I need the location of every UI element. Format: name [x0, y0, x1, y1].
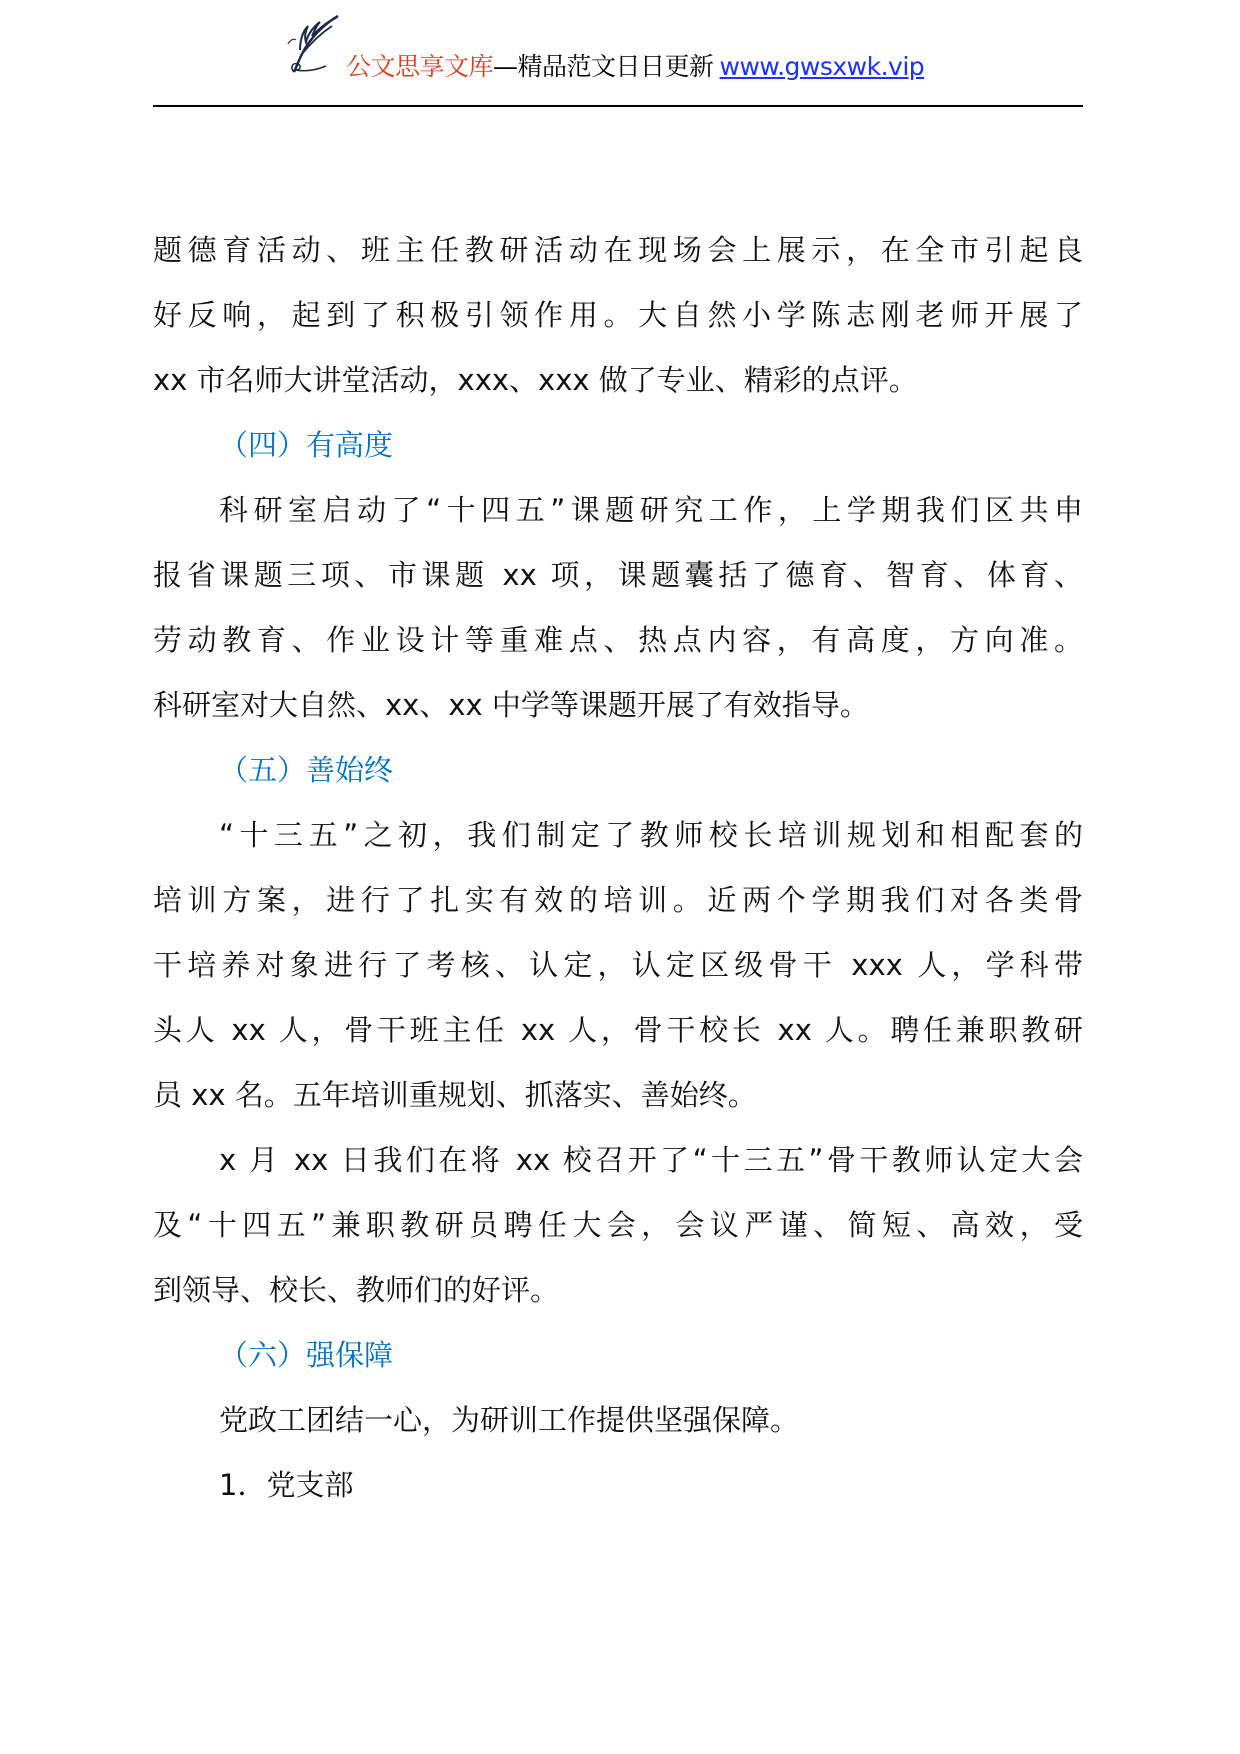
- text-line: 劳动教育、作业设计等重难点、热点内容，有高度，方向准。: [153, 623, 1083, 657]
- header-banner: [346, 50, 924, 84]
- text-line: 员 xx 名。五年培训重规划、抓落实、善始终。: [153, 1078, 757, 1112]
- section-heading-5: （五）善始终: [219, 753, 394, 787]
- page-header: [0, 0, 1240, 110]
- section-heading-6: （六）强保障: [219, 1338, 394, 1372]
- quill-pen-icon: [280, 14, 344, 76]
- text-line: x 月 xx 日我们在将 xx 校召开了“十三五”骨干教师认定大会: [219, 1143, 1083, 1177]
- brand-name: 公文思享文库: [346, 52, 494, 81]
- text-line: 题德育活动、班主任教研活动在现场会上展示，在全市引起良: [153, 233, 1083, 267]
- subheading-party-branch: 1．党支部: [219, 1468, 354, 1502]
- text-line: 及“十四五”兼职教研员聘任大会，会议严谨、简短、高效，受: [153, 1208, 1083, 1242]
- text-line: 党政工团结一心，为研训工作提供坚强保障。: [219, 1403, 800, 1437]
- text-line: 到领导、校长、教师们的好评。: [153, 1273, 560, 1307]
- text-line: xx 市名师大讲堂活动，xxx、xxx 做了专业、精彩的点评。: [153, 363, 918, 397]
- text-line: “十三五”之初，我们制定了教师校长培训规划和相配套的: [219, 818, 1083, 852]
- text-line: 头人 xx 人，骨干班主任 xx 人，骨干校长 xx 人。聘任兼职教研: [153, 1013, 1083, 1047]
- header-divider: [153, 105, 1083, 107]
- document-body: [153, 218, 1083, 1518]
- section-heading-4: （四）有高度: [219, 428, 394, 462]
- text-line: 科研室对大自然、xx、xx 中学等课题开展了有效指导。: [153, 688, 869, 722]
- site-link[interactable]: www.gwsxwk.vip: [719, 52, 925, 81]
- section-4-paragraph: [153, 478, 1083, 738]
- text-line: 科研室启动了“十四五”课题研究工作，上学期我们区共申: [219, 493, 1083, 527]
- text-line: 干培养对象进行了考核、认定，认定区级骨干 xxx 人，学科带: [153, 948, 1083, 982]
- text-line: 报省课题三项、市课题 xx 项，课题囊括了德育、智育、体育、: [153, 558, 1083, 592]
- intro-paragraph: [153, 218, 1083, 413]
- tagline: —精品范文日日更新: [493, 52, 714, 81]
- section-5-paragraph-1: [153, 803, 1083, 1128]
- section-5-paragraph-2: [153, 1128, 1083, 1323]
- section-6-paragraph: [153, 1388, 1083, 1453]
- text-line: 培训方案，进行了扎实有效的培训。近两个学期我们对各类骨: [153, 883, 1083, 917]
- text-line: 好反响，起到了积极引领作用。大自然小学陈志刚老师开展了: [153, 298, 1083, 332]
